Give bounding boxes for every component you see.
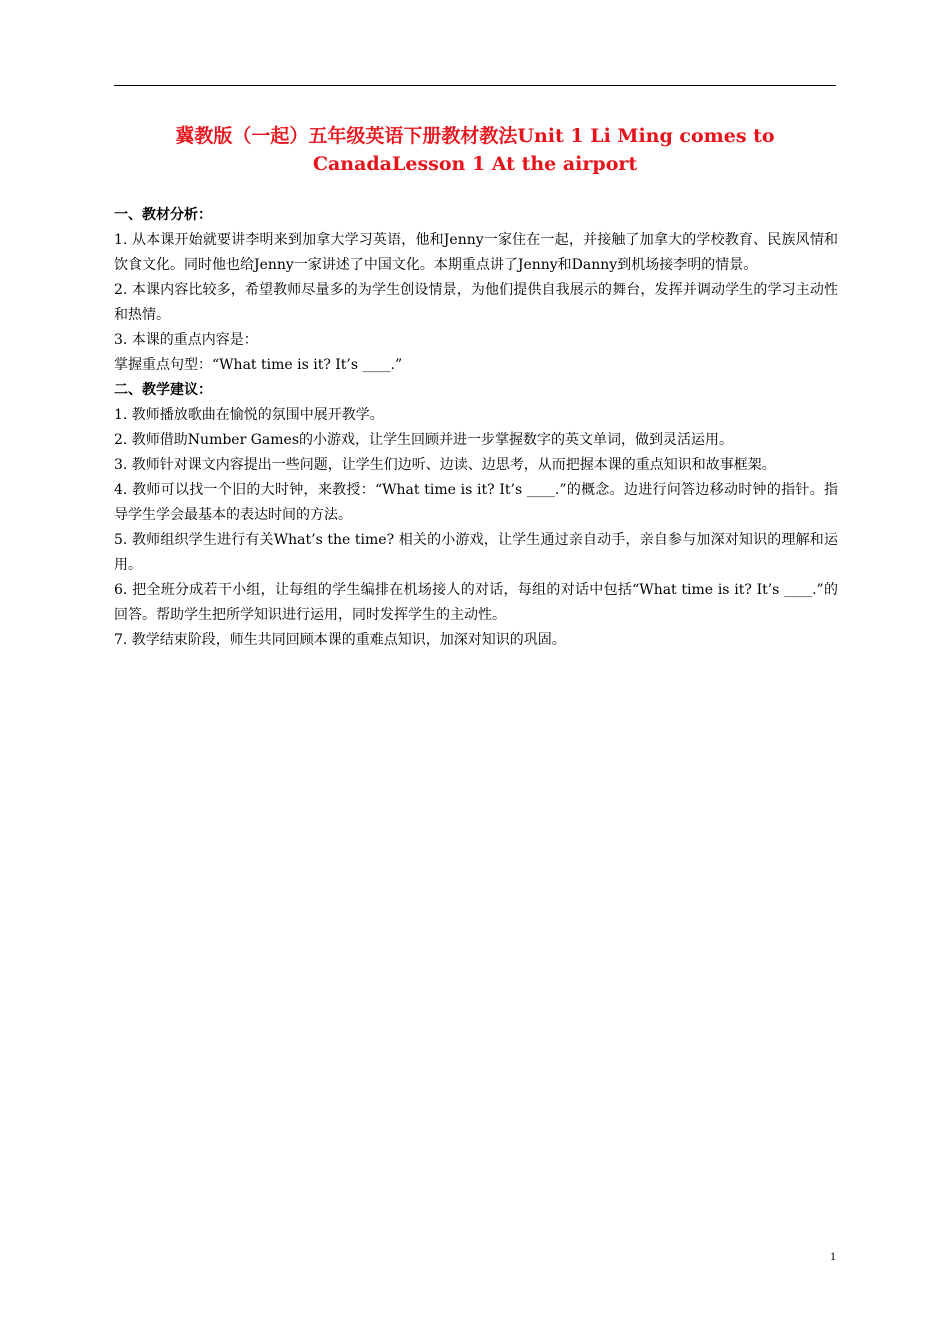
title-line-2: CanadaLesson 1 At the airport (312, 153, 638, 175)
section-analysis (114, 203, 838, 378)
paragraph: 5. 教师组织学生进行有关What’s the time? 相关的小游戏，让学生通过亲自动手，亲自参与加深对知识的理解和运用。 (114, 532, 838, 573)
paragraph: 3. 本课的重点内容是： (114, 332, 258, 348)
title-line-1: 冀教版（一起）五年级英语下册教材教法Unit 1 Li Ming comes to (175, 125, 775, 147)
document-body (114, 203, 838, 653)
page-number: 1 (830, 1249, 836, 1263)
paragraph: 2. 本课内容比较多，希望教师尽量多的为学生创设情景，为他们提供自我展示的舞台，发挥并调动学生的学习主动性和热情。 (114, 282, 838, 323)
paragraph: 3. 教师针对课文内容提出一些问题，让学生们边听、边读、边思考，从而把握本课的重点知识和故事框架。 (114, 457, 776, 473)
header-rule (114, 85, 836, 86)
section-heading: 二、教学建议： (114, 382, 212, 398)
document-title (114, 122, 836, 178)
section-heading: 一、教材分析： (114, 207, 212, 223)
paragraph: 4. 教师可以找一个旧的大时钟，来教授：“What time is it? It’s ____.”的概念。边进行问答边移动时钟的指针。指导学生学会最基本的表达时间的方法。 (114, 482, 838, 523)
paragraph: 1. 教师播放歌曲在愉悦的氛围中展开教学。 (114, 407, 384, 423)
paragraph: 2. 教师借助Number Games的小游戏，让学生回顾并进一步掌握数字的英文单词，做到灵活运用。 (114, 432, 734, 448)
paragraph: 6. 把全班分成若干小组，让每组的学生编排在机场接人的对话，每组的对话中包括“What time is it? It’s ____.”的回答。帮助学生把所学知识进行运用，同时发挥学生的主动性。 (114, 582, 838, 623)
paragraph: 7. 教学结束阶段，师生共同回顾本课的重难点知识，加深对知识的巩固。 (114, 632, 566, 648)
section-suggestions (114, 378, 838, 653)
paragraph: 1. 从本课开始就要讲李明来到加拿大学习英语，他和Jenny一家住在一起，并接触了加拿大的学校教育、民族风情和饮食文化。同时他也给Jenny一家讲述了中国文化。本期重点讲了Jenny和Danny到机场接李明的情景。 (114, 232, 838, 273)
paragraph: 掌握重点句型：“What time is it? It’s ____.” (114, 357, 403, 373)
